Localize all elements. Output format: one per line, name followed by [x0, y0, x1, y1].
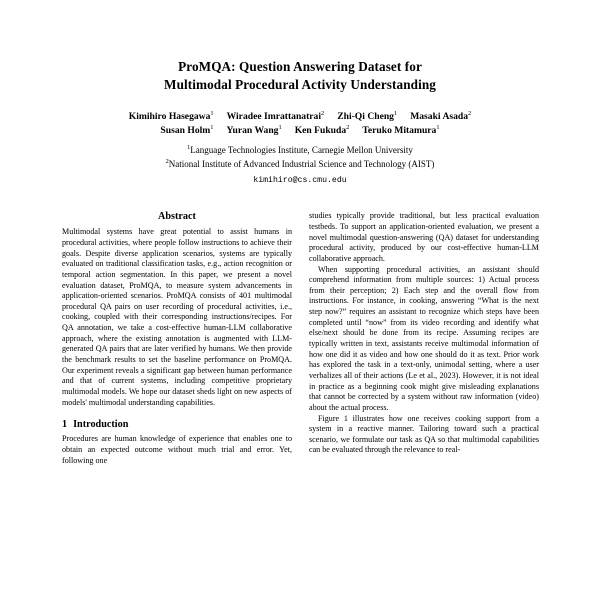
intro-paragraph-1: Procedures are human knowledge of experience that enables one to obtain an expected outcome without much trial and error. Yet, following one — [62, 434, 292, 465]
title-line-2: Multimodal Procedural Activity Understanding — [164, 76, 436, 92]
author: Ken Fukuda$^2$ — [294, 124, 350, 137]
author: Teruko Mitamura$^1$ — [362, 124, 440, 137]
abstract-heading: Abstract — [158, 211, 196, 223]
affiliations — [62, 144, 538, 171]
title-line-1: ProMQA: Question Answering Dataset for — [178, 59, 422, 74]
author-row-2 — [62, 124, 538, 139]
author-affiliation-marker: 1 — [210, 124, 214, 132]
right-paragraph-2: When supporting procedural activities, an assistant should comprehend information from multiple sources: 1) Actual process from their perception; 2) Each step and the overall flow from instructions. For instance, in cooking, answering “What is the next step now?” requires an assistant to recognize which steps have been completed until “now” from its video recording and identify what else/next should be done from its recipe. Assuming recipes are typically written in text, assistants receive multimodal information of how one did it as video and how one should do it as text. Prior work has explored the task in a text-only, unimodal setting, where a user verbalizes all of their actions (Le et al., 2023). However, it is not ideal in practice as a beginning cook might give misleading explanations that cannot be corrected by a system without raw information (video) about the actual process. — [309, 264, 539, 412]
author-affiliation-marker: 2 — [321, 109, 325, 117]
author: Susan Holm$^1$ — [160, 124, 214, 137]
section-title: Introduction — [73, 419, 129, 431]
author: Wiradee Imrattanatrai$^2$ — [226, 109, 325, 122]
author-affiliation-marker: 1 — [278, 124, 282, 132]
author-row-1 — [62, 110, 538, 125]
affiliation-marker: 2 — [165, 157, 169, 165]
left-column — [62, 211, 292, 466]
author-affiliation-marker: 1 — [210, 109, 214, 117]
contact-email[interactable]: kimihiro@cs.cmu.edu — [253, 176, 347, 186]
author-affiliation-marker: 2 — [346, 124, 350, 132]
author: Yuran Wang$^1$ — [226, 124, 282, 137]
page-title — [62, 58, 538, 94]
right-paragraph-3: Figure 1 illustrates how one receives cooking support from a system in a reactive manner. Tailoring toward such a practical scenario, we formulate our task as QA so that multimodal capabilities can be evaluated through the relevance to real- — [309, 413, 539, 455]
author-list — [62, 110, 538, 140]
author: Masaki Asada$^2$ — [410, 109, 472, 122]
author: Kimihiro Hasegawa$^1$ — [128, 109, 214, 122]
affiliation-marker: 1 — [187, 144, 191, 152]
two-column-body — [62, 211, 538, 466]
affiliation-1: $^1$Language Technologies Institute, Carnegie Mellon University — [187, 144, 413, 156]
author-affiliation-marker: 1 — [393, 109, 398, 117]
affiliation-2: $^2$National Institute of Advanced Industrial Science and Technology (AIST) — [165, 157, 435, 169]
author: Zhi-Qi Cheng$^1$ — [337, 109, 398, 122]
right-paragraph-1: studies typically provide traditional, but less practical evaluation testbeds. To support an application-oriented evaluation, we present a novel multimodal question-answering (QA) dataset for understanding procedural activity, produced by our cost-effective human-LLM collaborative approach. — [309, 211, 539, 263]
author-affiliation-marker: 2 — [468, 109, 472, 117]
section-heading-introduction — [62, 419, 292, 430]
right-column — [309, 211, 539, 466]
author-affiliation-marker: 1 — [436, 124, 440, 132]
section-number: 1 — [62, 419, 68, 431]
abstract-text: Multimodal systems have great potential to assist humans in procedural activities, where people follow instructions to achieve their goals. Despite diverse application scenarios, systems are typically evaluated on traditional classification tasks, e.g., action recognition or temporal action segmentation. In this paper, we present a novel evaluation dataset, ProMQA, to measure system advancements in application-oriented scenarios. ProMQA consists of 401 multimodal procedural QA pairs on user recording of procedural activities, i.e., cooking, coupled with their corresponding instructions/recipes. For QA annotation, we take a cost-effective human-LLM collaborative approach, where the existing annotation is augmented with LLM-generated QA pairs that are later verified by humans. We then provide the benchmark results to set the baseline performance on ProMQA. Our experiment reveals a significant gap between human performance and that of current systems, including competitive proprietary multimodal models. We hope our dataset sheds light on new aspects of models' multimodal understanding capabilities. — [62, 227, 292, 407]
